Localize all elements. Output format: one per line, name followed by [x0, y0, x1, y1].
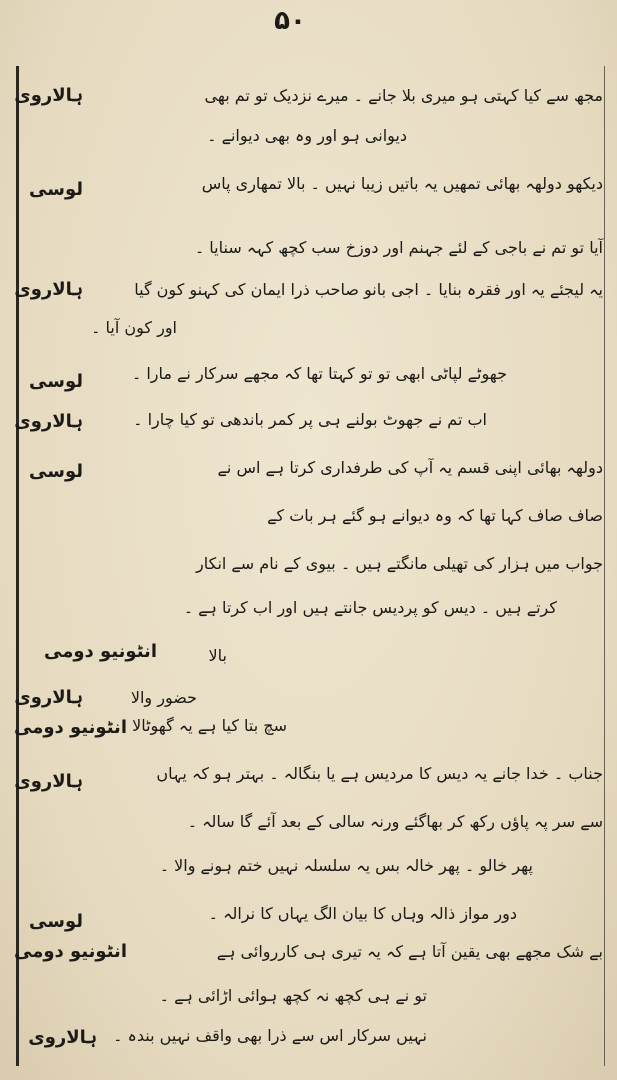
speaker-label: لوسی: [29, 911, 83, 932]
speaker-label: لوسی: [29, 371, 83, 392]
dialogue-line: پھر خالو ۔ پھر خالہ بس یہ سلسلہ نہیں ختم ہونے والا ۔: [159, 856, 533, 875]
dialogue-line: یہ لیجئے یہ اور فقرہ بنایا ۔ اجی بانو صاحب ذرا ایمان کی کہنو کون گیا: [134, 280, 603, 299]
dialogue-line: دیکھو دولھہ بھائی تمھیں یہ باتیں زیبا نہیں ۔ بالا تمھاری پاس: [201, 174, 603, 193]
dialogue-line: دیوانی ہو اور وہ بھی دیوانے ۔: [207, 126, 407, 145]
speaker-label: لوسی: [29, 461, 83, 482]
speaker-label: انٹونیو دومی: [13, 717, 127, 738]
speaker-label: انٹونیو دومی: [43, 641, 157, 662]
speaker-label: انٹونیو دومی: [13, 941, 127, 962]
dialogue-line: بے شک مجھے بھی یقین آتا ہے کہ یہ تیری ہی کارروائی ہے: [216, 942, 603, 961]
dialogue-line: اب تم نے جھوٹ بولنے ہی پر کمر باندھی تو کیا چارا ۔: [133, 410, 487, 429]
dialogue-line: دور مواز ذالہ وہاں کا بیان الگ یہاں کا نرالہ ۔: [208, 904, 517, 923]
dialogue-line: آیا تو تم نے باجی کے لئے جہنم اور دوزخ سب کچھ کہہ سنایا ۔: [194, 238, 603, 257]
dialogue-line: جناب ۔ خدا جانے یہ دیس کا مردیس ہے یا بنگالہ ۔ بہتر ہو کہ یہاں: [156, 764, 603, 783]
speaker-label: ہالاروی: [28, 1027, 97, 1048]
dialogue-line: حضور والا: [130, 688, 197, 707]
speaker-label: ہالاروی: [14, 687, 83, 708]
dialogue-line: سچ بتا کیا ہے یہ گھوٹالا: [132, 716, 287, 735]
speaker-label: ہالاروی: [14, 411, 83, 432]
dialogue-line: جھوٹے لپاٹی ابھی تو تو کہتا تھا کہ مجھے سرکار نے مارا ۔: [131, 364, 507, 383]
dialogue-line: بالا: [208, 646, 227, 665]
dialogue-line: نہیں سرکار اس سے ذرا بھی واقف نہیں بندہ ۔: [113, 1026, 427, 1045]
speaker-label: ہالاروی: [14, 771, 83, 792]
speaker-label: لوسی: [29, 179, 83, 200]
dialogue-line: دولھہ بھائی اپنی قسم یہ آپ کی طرفداری کرتا ہے اس نے: [217, 458, 603, 477]
dialogue-line: سے سر پہ پاؤں رکھ کر بھاگئے ورنہ سالی کے بعد آئے گا سالہ ۔: [187, 812, 603, 831]
dialogue-line: مجھ سے کیا کہتی ہو میری بلا جانے ۔ میرے نزدیک تو تم بھی: [204, 86, 603, 105]
dialogue-line: کرتے ہیں ۔ دیس کو پردیس جانتے ہیں اور اب کرتا ہے ۔: [183, 598, 557, 617]
dialogue-line: صاف صاف کہا تھا کہ وہ دیوانے ہو گئے ہر بات کے: [267, 506, 603, 525]
dialogue-line: جواب میں ہزار کی تھیلی مانگتے ہیں ۔ بیوی کے نام سے انکار: [196, 554, 603, 573]
dialogue-line: تو نے ہی کچھ نہ کچھ ہوائی اڑائی ہے ۔: [159, 986, 427, 1005]
speaker-label: ہالاروی: [14, 85, 83, 106]
speaker-label: ہالاروی: [14, 279, 83, 300]
page-number: ۵۰: [274, 6, 306, 36]
dialogue-line: اور کون آیا ۔: [91, 318, 177, 337]
